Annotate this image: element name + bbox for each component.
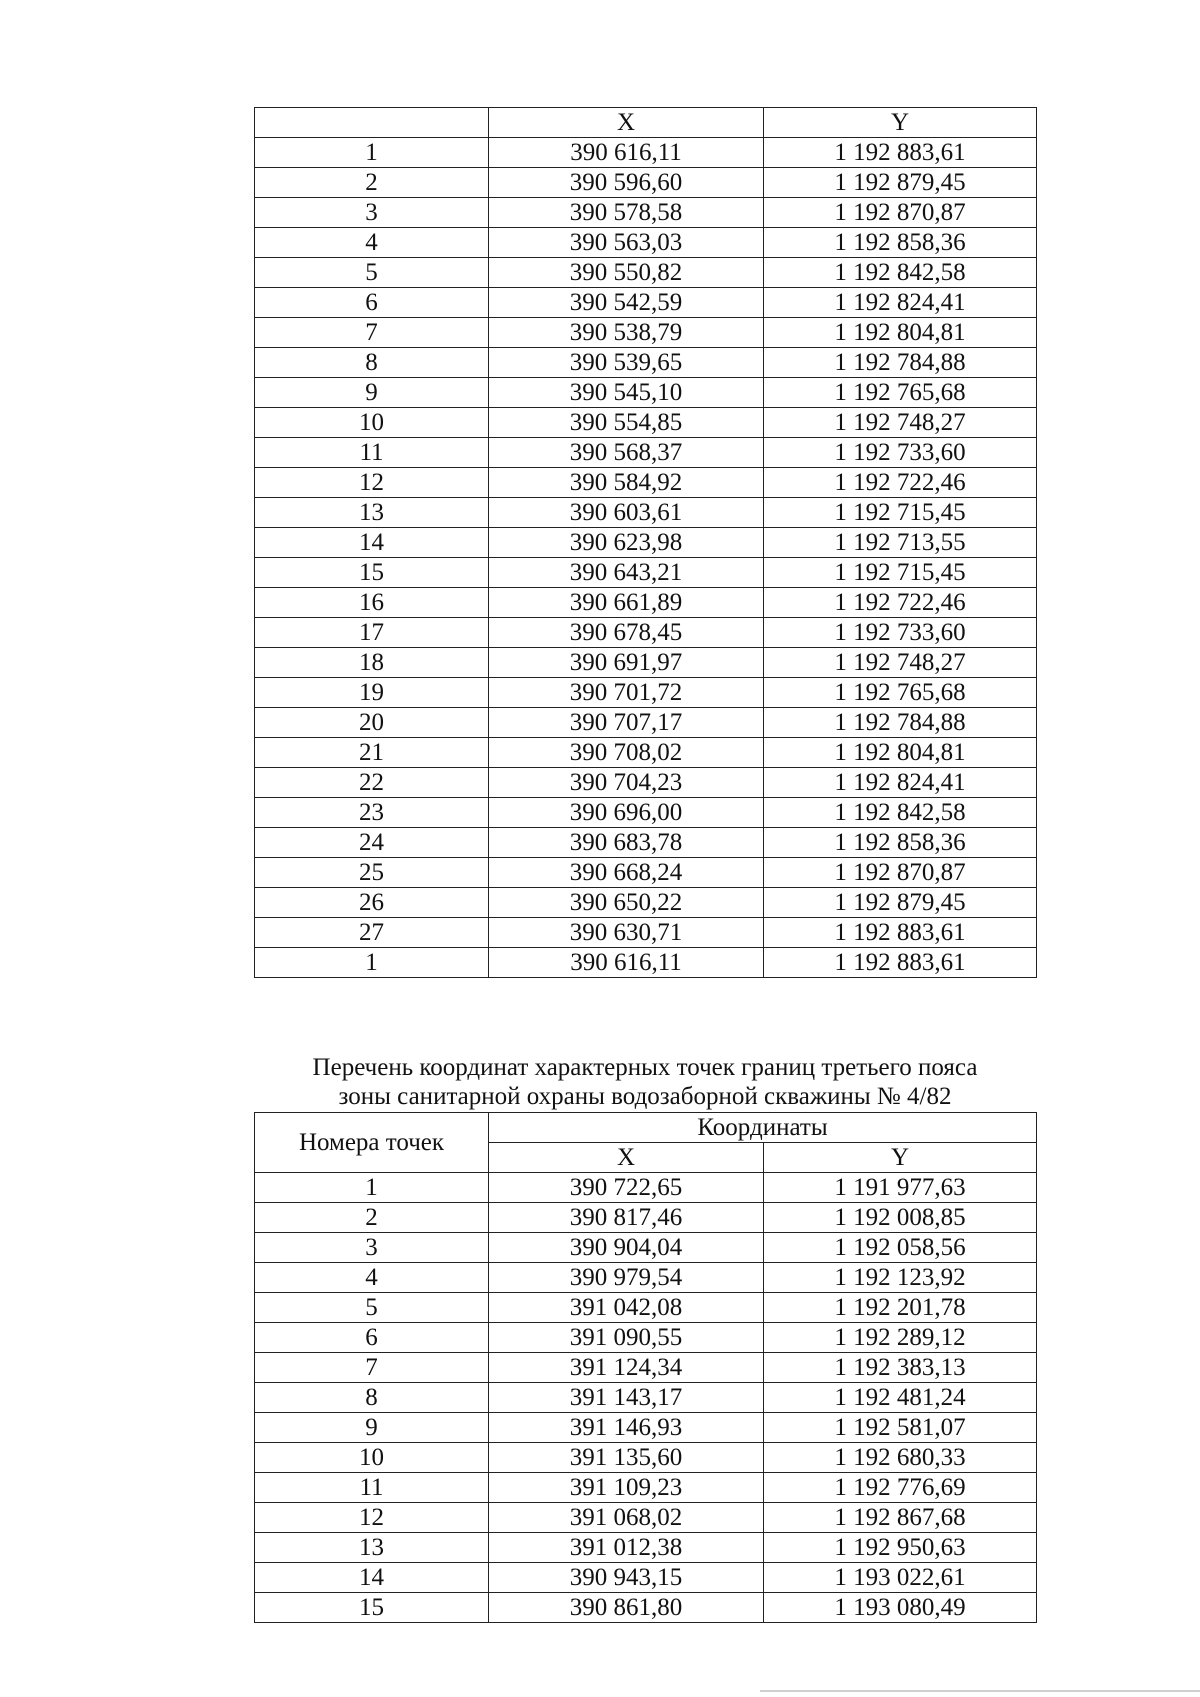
y-coordinate-cell: 1 192 858,36 <box>764 228 1037 258</box>
table-caption <box>254 1053 1036 1111</box>
y-coordinate-cell: 1 192 713,55 <box>764 528 1037 558</box>
table-row <box>255 948 1037 978</box>
table-row <box>255 798 1037 828</box>
point-number-cell: 6 <box>255 1323 489 1353</box>
y-coordinate-cell: 1 192 722,46 <box>764 588 1037 618</box>
table-row <box>255 1473 1037 1503</box>
point-number-cell: 25 <box>255 858 489 888</box>
y-coordinate-cell: 1 192 733,60 <box>764 438 1037 468</box>
x-coordinate-cell: 390 538,79 <box>489 318 764 348</box>
x-coordinate-cell: 390 701,72 <box>489 678 764 708</box>
y-coordinate-cell: 1 192 058,56 <box>764 1233 1037 1263</box>
point-number-cell: 22 <box>255 768 489 798</box>
y-coordinate-cell: 1 192 776,69 <box>764 1473 1037 1503</box>
y-coordinate-cell: 1 192 289,12 <box>764 1323 1037 1353</box>
y-coordinate-cell: 1 192 722,46 <box>764 468 1037 498</box>
table-row <box>255 1293 1037 1323</box>
x-coordinate-cell: 390 691,97 <box>489 648 764 678</box>
point-number-cell: 2 <box>255 1203 489 1233</box>
point-number-cell: 6 <box>255 288 489 318</box>
x-coordinate-cell: 390 722,65 <box>489 1173 764 1203</box>
point-number-cell: 3 <box>255 1233 489 1263</box>
y-coordinate-cell: 1 192 008,85 <box>764 1203 1037 1233</box>
y-coordinate-cell: 1 192 804,81 <box>764 318 1037 348</box>
table-row <box>255 1353 1037 1383</box>
y-coordinate-cell: 1 193 080,49 <box>764 1593 1037 1623</box>
x-coordinate-cell: 391 146,93 <box>489 1413 764 1443</box>
y-coordinate-cell: 1 192 201,78 <box>764 1293 1037 1323</box>
x-coordinate-cell: 391 143,17 <box>489 1383 764 1413</box>
table-row <box>255 1173 1037 1203</box>
point-number-cell: 11 <box>255 1473 489 1503</box>
y-coordinate-cell: 1 192 581,07 <box>764 1413 1037 1443</box>
coordinates-table-first-zone <box>254 107 1037 978</box>
point-number-cell: 5 <box>255 258 489 288</box>
x-coordinate-cell: 390 584,92 <box>489 468 764 498</box>
y-coordinate-cell: 1 192 765,68 <box>764 678 1037 708</box>
point-number-cell: 13 <box>255 498 489 528</box>
y-coordinate-cell: 1 192 748,27 <box>764 648 1037 678</box>
point-number-cell: 15 <box>255 558 489 588</box>
y-coordinate-cell: 1 192 883,61 <box>764 918 1037 948</box>
x-coordinate-cell: 390 568,37 <box>489 438 764 468</box>
y-coordinate-cell: 1 192 824,41 <box>764 768 1037 798</box>
table-row <box>255 468 1037 498</box>
table-row <box>255 198 1037 228</box>
y-coordinate-cell: 1 192 883,61 <box>764 138 1037 168</box>
header-point-numbers: Номера точек <box>255 1113 489 1173</box>
y-coordinate-cell: 1 192 858,36 <box>764 828 1037 858</box>
point-number-cell: 12 <box>255 1503 489 1533</box>
point-number-cell: 17 <box>255 618 489 648</box>
table-header-row <box>255 108 1037 138</box>
y-coordinate-cell: 1 192 842,58 <box>764 258 1037 288</box>
table-row <box>255 648 1037 678</box>
table-row <box>255 1443 1037 1473</box>
y-coordinate-cell: 1 192 950,63 <box>764 1533 1037 1563</box>
x-coordinate-cell: 390 979,54 <box>489 1263 764 1293</box>
point-number-cell: 26 <box>255 888 489 918</box>
y-coordinate-cell: 1 192 879,45 <box>764 888 1037 918</box>
y-coordinate-cell: 1 192 715,45 <box>764 558 1037 588</box>
table-row <box>255 498 1037 528</box>
table-row <box>255 138 1037 168</box>
point-number-cell: 19 <box>255 678 489 708</box>
table-row <box>255 588 1037 618</box>
x-coordinate-cell: 390 707,17 <box>489 708 764 738</box>
y-coordinate-cell: 1 193 022,61 <box>764 1563 1037 1593</box>
point-number-cell: 10 <box>255 1443 489 1473</box>
point-number-cell: 24 <box>255 828 489 858</box>
point-number-cell: 23 <box>255 798 489 828</box>
y-coordinate-cell: 1 192 867,68 <box>764 1503 1037 1533</box>
y-coordinate-cell: 1 192 383,13 <box>764 1353 1037 1383</box>
header-coordinates: Координаты <box>489 1113 1037 1143</box>
header-x-cell: X <box>489 108 764 138</box>
x-coordinate-cell: 390 603,61 <box>489 498 764 528</box>
table-row <box>255 768 1037 798</box>
x-coordinate-cell: 390 623,98 <box>489 528 764 558</box>
x-coordinate-cell: 390 678,45 <box>489 618 764 648</box>
header-point-cell <box>255 108 489 138</box>
point-number-cell: 7 <box>255 318 489 348</box>
y-coordinate-cell: 1 192 883,61 <box>764 948 1037 978</box>
x-coordinate-cell: 390 643,21 <box>489 558 764 588</box>
x-coordinate-cell: 390 668,24 <box>489 858 764 888</box>
y-coordinate-cell: 1 192 715,45 <box>764 498 1037 528</box>
x-coordinate-cell: 390 661,89 <box>489 588 764 618</box>
table-body <box>255 138 1037 978</box>
x-coordinate-cell: 390 542,59 <box>489 288 764 318</box>
x-coordinate-cell: 391 109,23 <box>489 1473 764 1503</box>
point-number-cell: 8 <box>255 1383 489 1413</box>
table-row <box>255 1383 1037 1413</box>
point-number-cell: 9 <box>255 1413 489 1443</box>
table-header-row <box>255 1113 1037 1143</box>
y-coordinate-cell: 1 192 824,41 <box>764 288 1037 318</box>
table-row <box>255 1203 1037 1233</box>
point-number-cell: 5 <box>255 1293 489 1323</box>
table-row <box>255 528 1037 558</box>
table-body <box>255 1173 1037 1623</box>
point-number-cell: 7 <box>255 1353 489 1383</box>
x-coordinate-cell: 390 861,80 <box>489 1593 764 1623</box>
point-number-cell: 1 <box>255 138 489 168</box>
y-coordinate-cell: 1 192 680,33 <box>764 1443 1037 1473</box>
y-coordinate-cell: 1 192 748,27 <box>764 408 1037 438</box>
point-number-cell: 2 <box>255 168 489 198</box>
point-number-cell: 16 <box>255 588 489 618</box>
header-y-cell: Y <box>764 1143 1037 1173</box>
point-number-cell: 10 <box>255 408 489 438</box>
point-number-cell: 15 <box>255 1593 489 1623</box>
point-number-cell: 20 <box>255 708 489 738</box>
y-coordinate-cell: 1 192 870,87 <box>764 198 1037 228</box>
point-number-cell: 18 <box>255 648 489 678</box>
x-coordinate-cell: 390 578,58 <box>489 198 764 228</box>
table-row <box>255 1503 1037 1533</box>
table-row <box>255 1563 1037 1593</box>
x-coordinate-cell: 391 135,60 <box>489 1443 764 1473</box>
table-row <box>255 1263 1037 1293</box>
table-row <box>255 288 1037 318</box>
header-x-cell: X <box>489 1143 764 1173</box>
y-coordinate-cell: 1 192 481,24 <box>764 1383 1037 1413</box>
table-row <box>255 438 1037 468</box>
table-row <box>255 408 1037 438</box>
point-number-cell: 14 <box>255 1563 489 1593</box>
x-coordinate-cell: 391 042,08 <box>489 1293 764 1323</box>
table-row <box>255 918 1037 948</box>
point-number-cell: 11 <box>255 438 489 468</box>
table-row <box>255 558 1037 588</box>
table-row <box>255 1233 1037 1263</box>
table-row <box>255 348 1037 378</box>
x-coordinate-cell: 390 683,78 <box>489 828 764 858</box>
table-row <box>255 378 1037 408</box>
y-coordinate-cell: 1 192 879,45 <box>764 168 1037 198</box>
y-coordinate-cell: 1 192 842,58 <box>764 798 1037 828</box>
y-coordinate-cell: 1 192 765,68 <box>764 378 1037 408</box>
y-coordinate-cell: 1 192 123,92 <box>764 1263 1037 1293</box>
x-coordinate-cell: 390 904,04 <box>489 1233 764 1263</box>
x-coordinate-cell: 390 616,11 <box>489 138 764 168</box>
table-row <box>255 618 1037 648</box>
point-number-cell: 4 <box>255 228 489 258</box>
x-coordinate-cell: 390 550,82 <box>489 258 764 288</box>
table-row <box>255 1593 1037 1623</box>
table-row <box>255 318 1037 348</box>
footer-divider <box>760 1690 1200 1692</box>
table-row <box>255 168 1037 198</box>
x-coordinate-cell: 391 090,55 <box>489 1323 764 1353</box>
y-coordinate-cell: 1 192 784,88 <box>764 348 1037 378</box>
table-row <box>255 828 1037 858</box>
y-coordinate-cell: 1 192 733,60 <box>764 618 1037 648</box>
point-number-cell: 12 <box>255 468 489 498</box>
x-coordinate-cell: 391 012,38 <box>489 1533 764 1563</box>
x-coordinate-cell: 391 068,02 <box>489 1503 764 1533</box>
table-row <box>255 1413 1037 1443</box>
point-number-cell: 1 <box>255 948 489 978</box>
y-coordinate-cell: 1 192 784,88 <box>764 708 1037 738</box>
x-coordinate-cell: 390 708,02 <box>489 738 764 768</box>
x-coordinate-cell: 390 554,85 <box>489 408 764 438</box>
table-row <box>255 678 1037 708</box>
point-number-cell: 8 <box>255 348 489 378</box>
x-coordinate-cell: 390 616,11 <box>489 948 764 978</box>
point-number-cell: 9 <box>255 378 489 408</box>
y-coordinate-cell: 1 192 870,87 <box>764 858 1037 888</box>
point-number-cell: 3 <box>255 198 489 228</box>
table-row <box>255 708 1037 738</box>
point-number-cell: 4 <box>255 1263 489 1293</box>
table-row <box>255 1533 1037 1563</box>
x-coordinate-cell: 390 539,65 <box>489 348 764 378</box>
point-number-cell: 14 <box>255 528 489 558</box>
x-coordinate-cell: 390 696,00 <box>489 798 764 828</box>
table-row <box>255 888 1037 918</box>
x-coordinate-cell: 390 817,46 <box>489 1203 764 1233</box>
point-number-cell: 21 <box>255 738 489 768</box>
x-coordinate-cell: 390 650,22 <box>489 888 764 918</box>
header-y-cell: Y <box>764 108 1037 138</box>
table-row <box>255 858 1037 888</box>
table-row <box>255 258 1037 288</box>
x-coordinate-cell: 390 704,23 <box>489 768 764 798</box>
table-row <box>255 1323 1037 1353</box>
caption-line-2: зоны санитарной охраны водозаборной скважины № 4/82 <box>338 1083 952 1110</box>
x-coordinate-cell: 390 596,60 <box>489 168 764 198</box>
y-coordinate-cell: 1 191 977,63 <box>764 1173 1037 1203</box>
point-number-cell: 1 <box>255 1173 489 1203</box>
x-coordinate-cell: 390 563,03 <box>489 228 764 258</box>
y-coordinate-cell: 1 192 804,81 <box>764 738 1037 768</box>
x-coordinate-cell: 390 943,15 <box>489 1563 764 1593</box>
x-coordinate-cell: 390 630,71 <box>489 918 764 948</box>
point-number-cell: 27 <box>255 918 489 948</box>
table-row <box>255 228 1037 258</box>
table-row <box>255 738 1037 768</box>
point-number-cell: 13 <box>255 1533 489 1563</box>
x-coordinate-cell: 391 124,34 <box>489 1353 764 1383</box>
coordinates-table-third-zone <box>254 1112 1037 1623</box>
x-coordinate-cell: 390 545,10 <box>489 378 764 408</box>
caption-line-1: Перечень координат характерных точек границ третьего пояса <box>312 1054 978 1081</box>
